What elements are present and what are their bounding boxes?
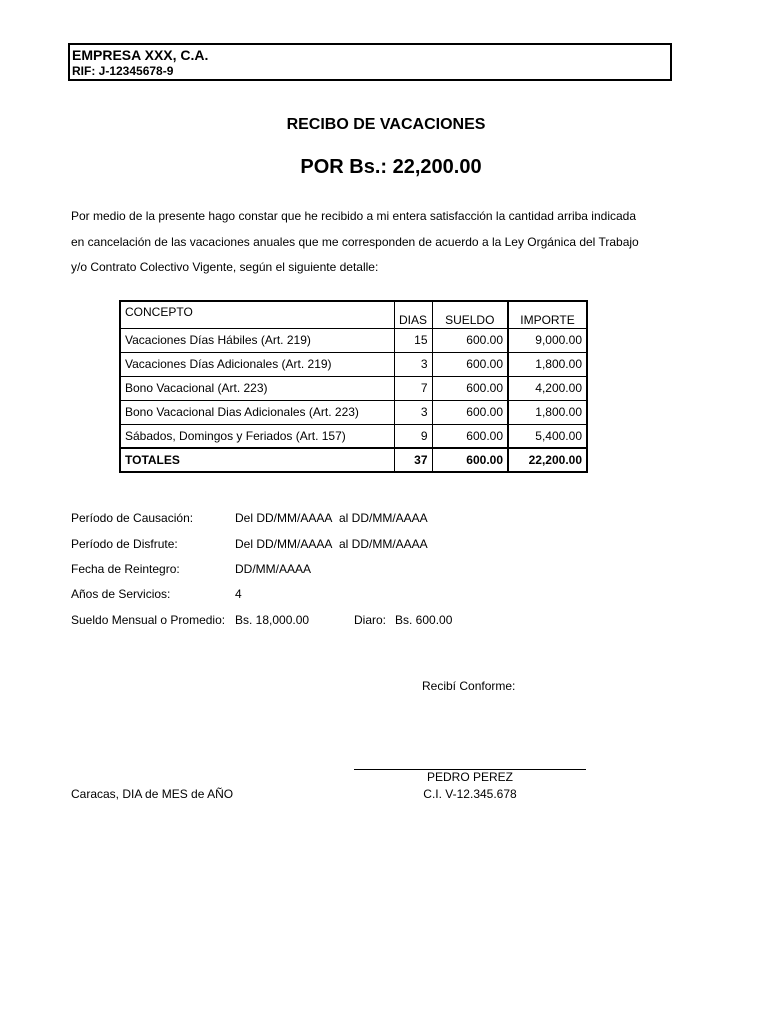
company-rif: RIF: J-12345678-9 bbox=[72, 64, 174, 78]
cell-sueldo: 600.00 bbox=[432, 352, 508, 376]
intro-line: en cancelación de las vacaciones anuales que me corresponden de acuerdo a la Ley Orgánica del Trabajo bbox=[71, 234, 639, 249]
cell-importe: 4,200.00 bbox=[508, 376, 587, 400]
cell-sueldo: 600.00 bbox=[432, 424, 508, 448]
diario-label: Diaro: bbox=[354, 613, 387, 627]
anios-label: Años de Servicios: bbox=[71, 587, 171, 601]
reintegro-value: DD/MM/AAAA bbox=[235, 562, 312, 576]
cell-sueldo: 600.00 bbox=[432, 328, 508, 352]
cell-sueldo: 600.00 bbox=[432, 376, 508, 400]
causacion-to: al DD/MM/AAAA bbox=[339, 511, 428, 525]
table-header-row bbox=[120, 301, 587, 328]
table-row bbox=[120, 352, 587, 376]
intro-line: Por medio de la presente hago constar que he recibido a mi entera satisfacción la cantidad arriba indicada bbox=[71, 209, 637, 223]
cell-concepto: Vacaciones Días Adicionales (Art. 219) bbox=[120, 352, 394, 376]
sueldo-value: Bs. 18,000.00 bbox=[235, 613, 310, 627]
header-importe: IMPORTE bbox=[508, 301, 587, 328]
cell-dias: 15 bbox=[394, 328, 432, 352]
cell-dias: 7 bbox=[394, 376, 432, 400]
signer-name: PEDRO PEREZ bbox=[426, 770, 513, 784]
totals-dias: 37 bbox=[394, 448, 432, 472]
company-header-box bbox=[68, 43, 672, 81]
header-dias: DIAS bbox=[394, 301, 432, 328]
cell-importe: 1,800.00 bbox=[508, 400, 587, 424]
table-row bbox=[120, 424, 587, 448]
header-concepto: CONCEPTO bbox=[120, 301, 394, 328]
cell-importe: 5,400.00 bbox=[508, 424, 587, 448]
cell-importe: 9,000.00 bbox=[508, 328, 587, 352]
reintegro-label: Fecha de Reintegro: bbox=[71, 562, 180, 576]
table-row bbox=[120, 376, 587, 400]
document-title: RECIBO DE VACACIONES bbox=[286, 116, 486, 133]
cell-sueldo: 600.00 bbox=[432, 400, 508, 424]
place-date: Caracas, DIA de MES de AÑO bbox=[71, 787, 234, 801]
cell-concepto: Bono Vacacional Dias Adicionales (Art. 223) bbox=[120, 400, 394, 424]
causacion-label: Período de Causación: bbox=[71, 511, 194, 525]
cell-concepto: Vacaciones Días Hábiles (Art. 219) bbox=[120, 328, 394, 352]
intro-paragraph bbox=[71, 207, 639, 284]
cell-concepto: Bono Vacacional (Art. 223) bbox=[120, 376, 394, 400]
vacation-detail-table bbox=[119, 300, 588, 473]
sueldo-label: Sueldo Mensual o Promedio: bbox=[71, 613, 226, 627]
table-totals-row bbox=[120, 448, 587, 472]
receipt-amount: POR Bs.: 22,200.00 bbox=[300, 156, 482, 178]
cell-dias: 3 bbox=[394, 400, 432, 424]
totals-label: TOTALES bbox=[120, 448, 394, 472]
disfrute-label: Período de Disfrute: bbox=[71, 537, 178, 551]
recibi-conforme: Recibí Conforme: bbox=[422, 679, 516, 693]
totals-sueldo: 600.00 bbox=[432, 448, 508, 472]
disfrute-to: al DD/MM/AAAA bbox=[339, 537, 428, 551]
table-row bbox=[120, 400, 587, 424]
signer-ci: C.I. V-12.345.678 bbox=[423, 787, 517, 801]
cell-dias: 3 bbox=[394, 352, 432, 376]
diario-value: Bs. 600.00 bbox=[395, 613, 453, 627]
cell-concepto: Sábados, Domingos y Feriados (Art. 157) bbox=[120, 424, 394, 448]
cell-dias: 9 bbox=[394, 424, 432, 448]
header-sueldo: SUELDO bbox=[432, 301, 508, 328]
anios-value: 4 bbox=[235, 587, 242, 601]
cell-importe: 1,800.00 bbox=[508, 352, 587, 376]
disfrute-from: Del DD/MM/AAAA bbox=[235, 537, 333, 551]
totals-importe: 22,200.00 bbox=[508, 448, 587, 472]
intro-line: y/o Contrato Colectivo Vigente, según el siguiente detalle: bbox=[71, 260, 379, 274]
table-row bbox=[120, 328, 587, 352]
causacion-from: Del DD/MM/AAAA bbox=[235, 511, 333, 525]
company-name: EMPRESA XXX, C.A. bbox=[72, 47, 209, 63]
